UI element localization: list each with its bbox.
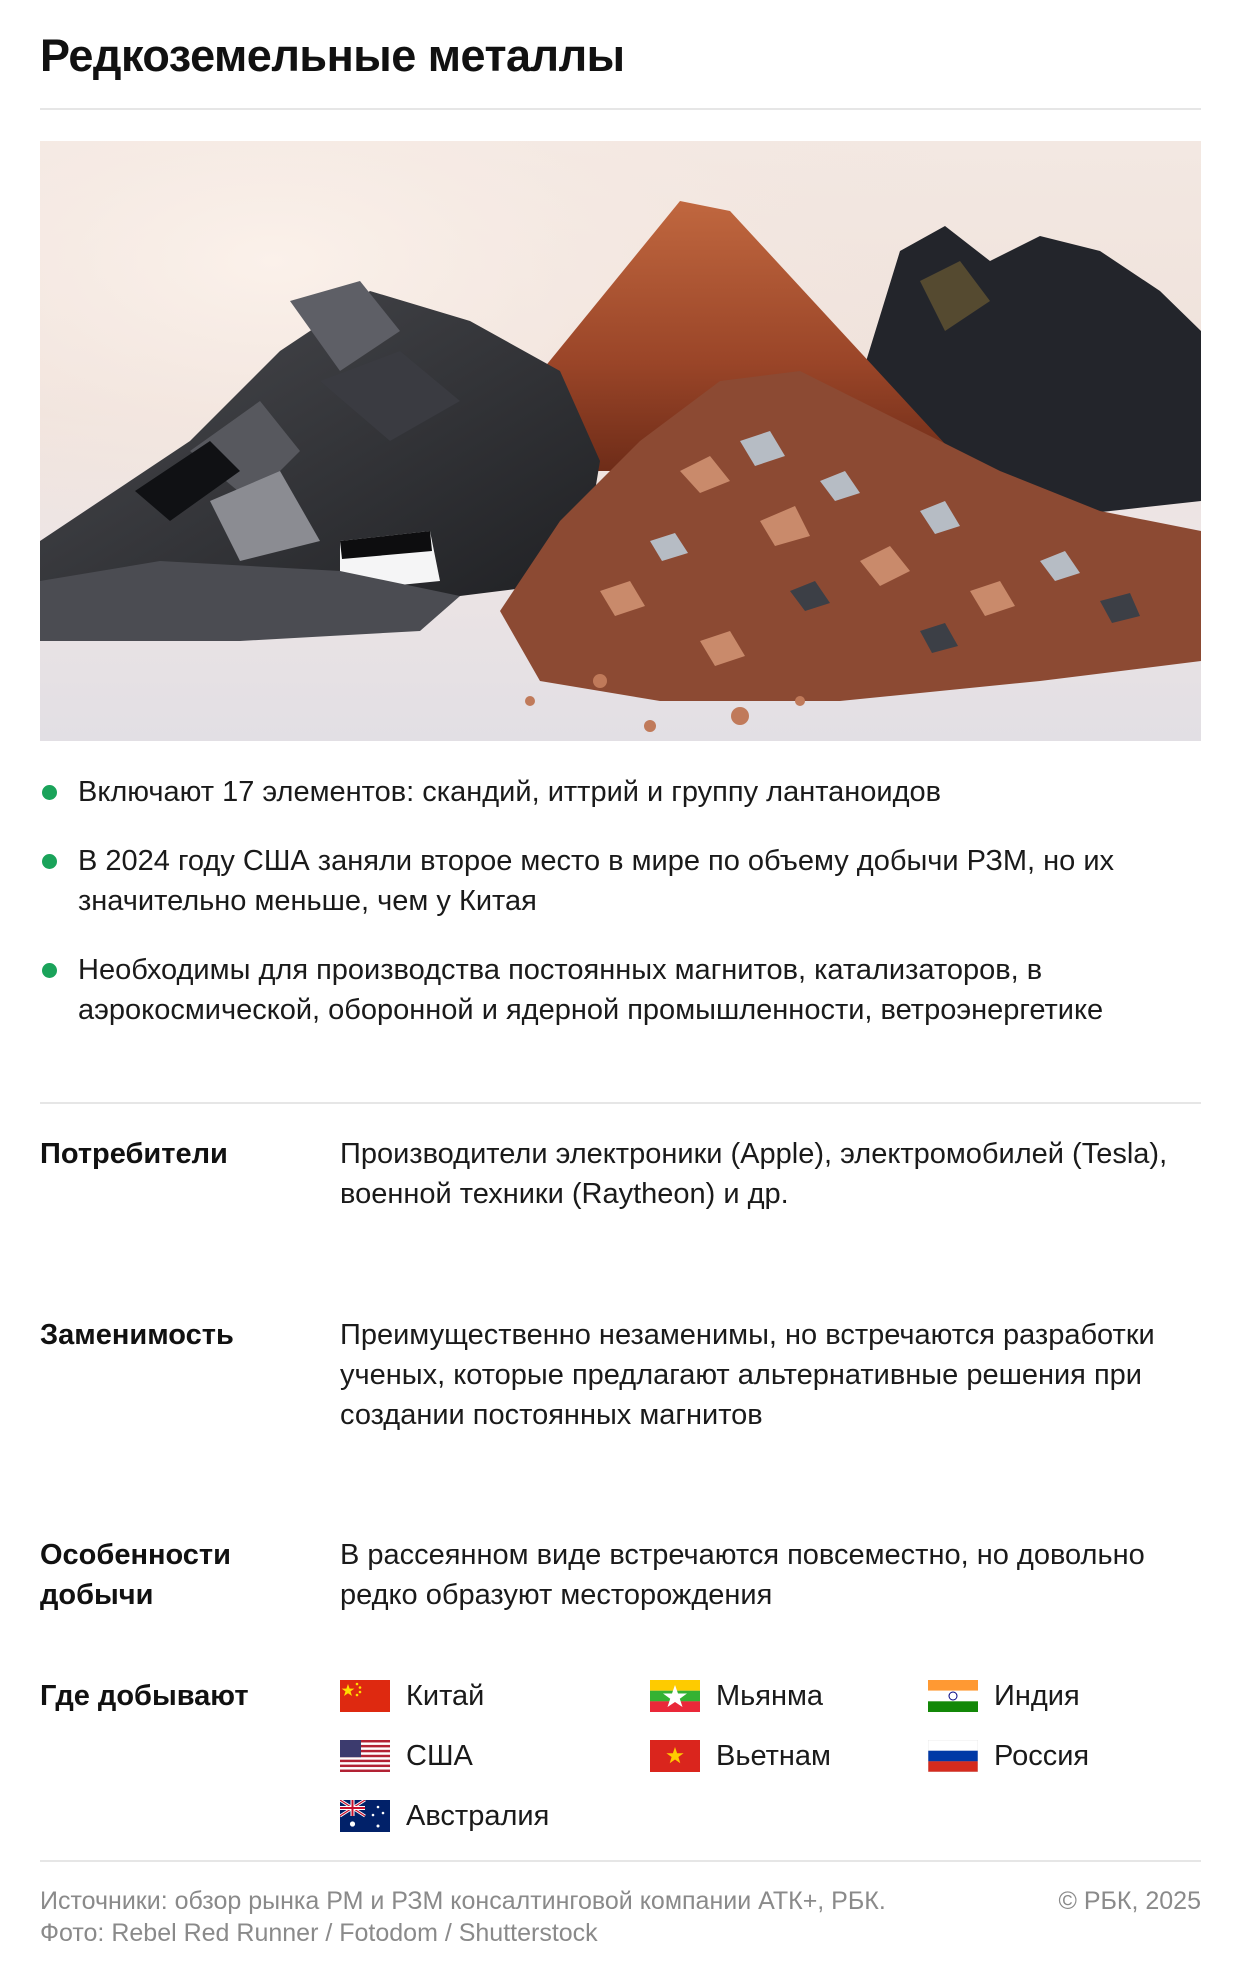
list-item	[40, 841, 1201, 921]
countries-grid	[340, 1676, 1200, 1856]
bullet-dot-icon	[42, 963, 57, 978]
vietnam-flag-icon	[650, 1740, 700, 1772]
country-india	[928, 1676, 1080, 1716]
metals-photo	[40, 141, 1201, 741]
metals-photo-illustration	[40, 141, 1201, 741]
country-name: Австралия	[406, 1800, 550, 1832]
row-label: Особенности добычи	[40, 1539, 231, 1611]
china-flag-icon	[340, 1680, 390, 1712]
myanmar-flag-icon	[650, 1680, 700, 1712]
india-flag-icon	[928, 1680, 978, 1712]
country-china	[340, 1676, 484, 1716]
bullet-dot-icon	[42, 785, 57, 800]
bullet-text: Включают 17 элементов: скандий, иттрий и группу лантаноидов	[78, 776, 942, 808]
bullet-text: Необходимы для производства постоянных магнитов, катализаторов, в аэрокосмической, оборонной и ядерной промышленности, ветроэнергетике	[78, 954, 1104, 1026]
country-name: Вьетнам	[716, 1740, 831, 1772]
russia-flag-icon	[928, 1740, 978, 1772]
country-myanmar	[650, 1676, 823, 1716]
divider	[40, 1860, 1201, 1862]
divider	[40, 108, 1201, 110]
row-label: Потребители	[40, 1138, 228, 1170]
row-value: Производители электроники (Apple), электромобилей (Tesla), военной техники (Raytheon) и др.	[340, 1138, 1168, 1210]
row-label: Где добывают	[40, 1680, 249, 1712]
australia-flag-icon	[340, 1800, 390, 1832]
country-name: Китай	[406, 1680, 485, 1712]
row-value: Преимущественно незаменимы, но встречаются разработки ученых, которые предлагают альтернативные решения при создании постоянных магнитов	[340, 1319, 1155, 1431]
country-name: Мьянма	[716, 1680, 824, 1712]
country-australia	[340, 1796, 549, 1836]
country-russia	[928, 1736, 1089, 1776]
row-value: В рассеянном виде встречаются повсеместно, но довольно редко образуют месторождения	[340, 1539, 1145, 1611]
key-facts-list	[40, 772, 1201, 1059]
bullet-text: В 2024 году США заняли второе место в мире по объему добычи РЗМ, но их значительно меньше, чем у Китая	[78, 845, 1115, 917]
copyright-text: © РБК, 2025	[1058, 1887, 1201, 1915]
country-name: Индия	[994, 1680, 1080, 1712]
list-item	[40, 772, 1201, 812]
bullet-dot-icon	[42, 854, 57, 869]
country-name: США	[406, 1740, 473, 1772]
country-usa	[340, 1736, 473, 1776]
list-item	[40, 950, 1201, 1030]
page-title: Редкоземельные металлы	[40, 30, 625, 81]
sources-text: Источники: обзор рынка РМ и РЗМ консалтинговой компании АТК+, РБК. Фото: Rebel Red Runner / Fotodom / Shutterstock	[40, 1887, 886, 1947]
divider	[40, 1102, 1201, 1104]
country-vietnam	[650, 1736, 831, 1776]
country-name: Россия	[994, 1740, 1090, 1772]
usa-flag-icon	[340, 1740, 390, 1772]
row-label: Заменимость	[40, 1319, 234, 1351]
